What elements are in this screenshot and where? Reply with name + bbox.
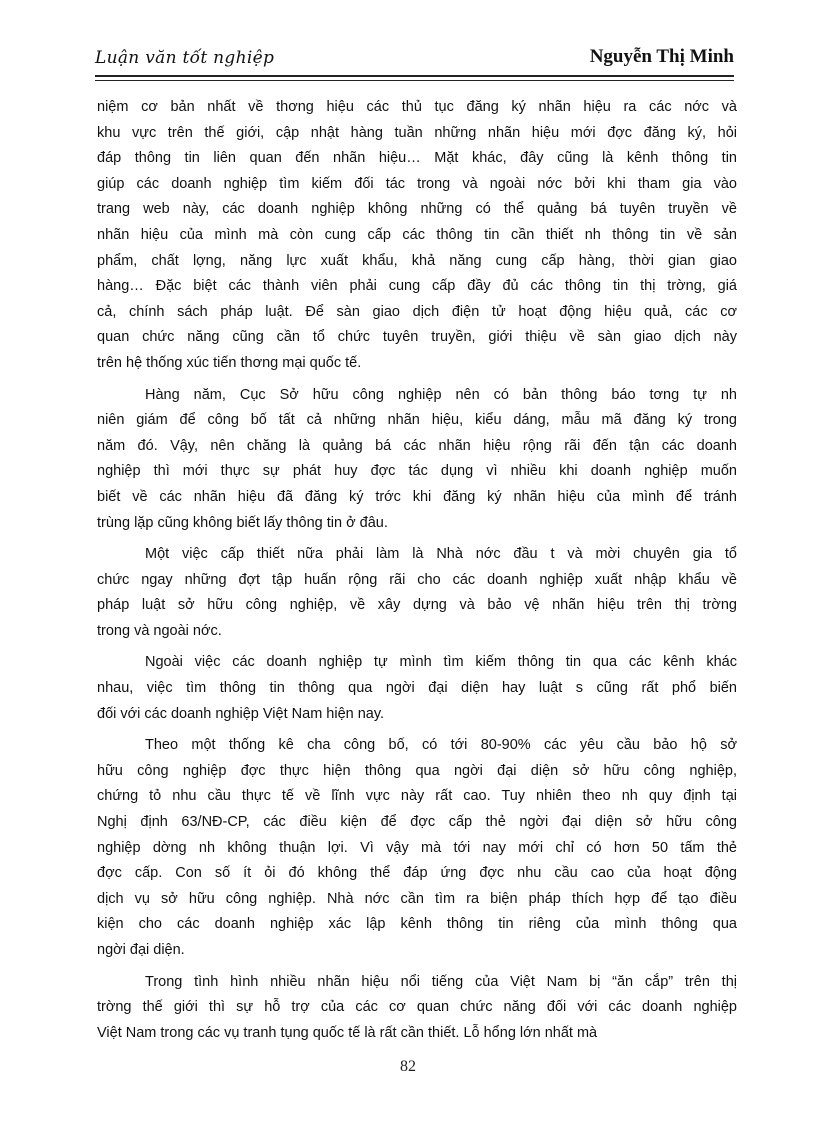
- text-line: Một việc cấp thiết nữa phải làm là Nhà nớc đầu t và mời chuyên gia tổ: [145, 546, 737, 563]
- header-rule-thick: [95, 75, 734, 77]
- page-number: 82: [400, 1058, 416, 1075]
- running-header: [95, 44, 734, 74]
- paragraph: [97, 650, 737, 727]
- text-line: Theo một thống kê cha công bố, có tới 80-90% các yêu cầu bảo hộ sở: [145, 737, 737, 754]
- text-line: trờng thế giới thì sự hỗ trợ của các cơ quan chức năng đối với các doanh nghiệp: [97, 999, 737, 1016]
- text-line: nghiệp thì mới thực sự phát huy đợc tác dụng vì nhiều khi doanh nghiệp muốn: [97, 463, 737, 480]
- text-line: Trong tình hình nhiều nhãn hiệu nổi tiếng của Việt Nam bị “ăn cắp” trên thị: [145, 973, 737, 990]
- text-line: chứng tỏ nhu cầu thực tế về lĩnh vực này rất cao. Tuy nhiên theo nh quy định tại: [97, 788, 737, 805]
- text-line: Ngoài việc các doanh nghiệp tự mình tìm kiếm thông tin qua các kênh khác: [145, 654, 737, 671]
- text-line: nhãn hiệu của mình mà còn cung cấp các thông tin cần thiết nh thông tin về sản: [97, 226, 737, 243]
- text-line: giúp các doanh nghiệp tìm kiếm đối tác trong và ngoài nớc bởi khi tham gia vào: [97, 175, 737, 192]
- text-line: trong và ngoài nớc.: [97, 622, 222, 639]
- header-rule-thin: [95, 80, 734, 81]
- text-line: dịch vụ sở hữu công nghiệp. Nhà nớc cần tìm ra biện pháp thích hợp để tạo điều: [97, 890, 737, 907]
- text-line: chức ngay những đợt tập huấn rộng rãi cho các doanh nghiệp xuất nhập khẩu về: [97, 571, 737, 588]
- text-line: cả, chính sách pháp luật. Để sàn giao dịch điện tử hoạt động hiệu quả, các cơ: [97, 303, 737, 320]
- text-line: niệm cơ bản nhất về thơng hiệu các thủ tục đăng ký nhãn hiệu ra các nớc và: [97, 99, 737, 115]
- text-line: nhau, việc tìm thông tin thông qua ngời đại diện hay luật s cũng rất phổ biến: [97, 680, 737, 697]
- text-line: phẩm, chất lợng, năng lực xuất khẩu, khả năng cung cấp hàng, thời gian giao: [97, 252, 737, 269]
- header-author-name: Nguyễn Thị Minh: [589, 46, 734, 67]
- text-line: trên hệ thống xúc tiến thơng mại quốc tế.: [97, 354, 362, 371]
- text-line: quan chức năng cũng cần tổ chức tuyên truyền, giới thiệu về sàn giao dịch này: [97, 329, 737, 346]
- text-line: năm đó. Vậy, nên chăng là quảng bá các nhãn hiệu rộng rãi đến tận các doanh: [97, 437, 737, 454]
- text-line: niên giám để công bố tất cả những nhãn hiệu, kiểu dáng, mẫu mã đăng ký trong: [97, 412, 737, 429]
- text-line: đáp thông tin liên quan đến nhãn hiệu… Mặt khác, đây cũng là kênh thông tin: [97, 150, 737, 167]
- text-line: trang web này, các doanh nghiệp không những có thể quảng bá tuyên truyền về: [97, 201, 737, 218]
- text-line: ngời đại diện.: [97, 942, 185, 958]
- text-line: Nghị định 63/NĐ-CP, các điều kiện để đợc cấp thẻ ngời đại diện sở hữu công: [97, 814, 737, 831]
- text-line: đối với các doanh nghiệp Việt Nam hiện nay.: [97, 705, 385, 722]
- text-line: Hàng năm, Cục Sở hữu công nghiệp nên có bản thông báo tơng tự nh: [145, 386, 737, 403]
- text-line: đợc cấp. Con số ít ỏi đó không thể đáp ứng đợc nhu cầu cao của hoạt động: [97, 865, 737, 882]
- body-text: [97, 95, 737, 1046]
- header-thesis-label: Luận văn tốt nghiệp: [95, 48, 275, 68]
- text-line: hàng… Đặc biệt các thành viên phải cung cấp đầy đủ các thông tin thị trờng, giá: [97, 278, 737, 295]
- text-line: kiện cho các doanh nghiệp xác lập kênh thông tin riêng của mình thông qua: [97, 916, 737, 933]
- text-line: nghiệp dờng nh không thuận lợi. Vì vậy mà tới nay mới chỉ có hơn 50 tấm thẻ: [97, 839, 737, 856]
- paragraph: [97, 542, 737, 644]
- paragraph: [97, 733, 737, 963]
- paragraph: [97, 95, 737, 377]
- text-line: khu vực trên thế giới, cập nhật hàng tuần những nhãn hiệu mới đợc đăng ký, hỏi: [97, 124, 737, 141]
- text-line: trùng lặp cũng không biết lấy thông tin ở đâu.: [97, 514, 388, 531]
- text-line: hữu công nghiệp đợc thực hiện thông qua ngời đại diện sở hữu công nghiệp,: [97, 762, 737, 779]
- text-line: Việt Nam trong các vụ tranh tụng quốc tế là rất cần thiết. Lỗ hổng lớn nhất mà: [97, 1024, 598, 1041]
- paragraph: [97, 383, 737, 537]
- paragraph: [97, 970, 737, 1047]
- text-line: biết về các nhãn hiệu đã đăng ký trớc khi đăng ký nhãn hiệu của mình để tránh: [97, 488, 737, 505]
- text-line: pháp luật sở hữu công nghiệp, về xây dựng và bảo vệ nhãn hiệu trên thị trờng: [97, 597, 737, 614]
